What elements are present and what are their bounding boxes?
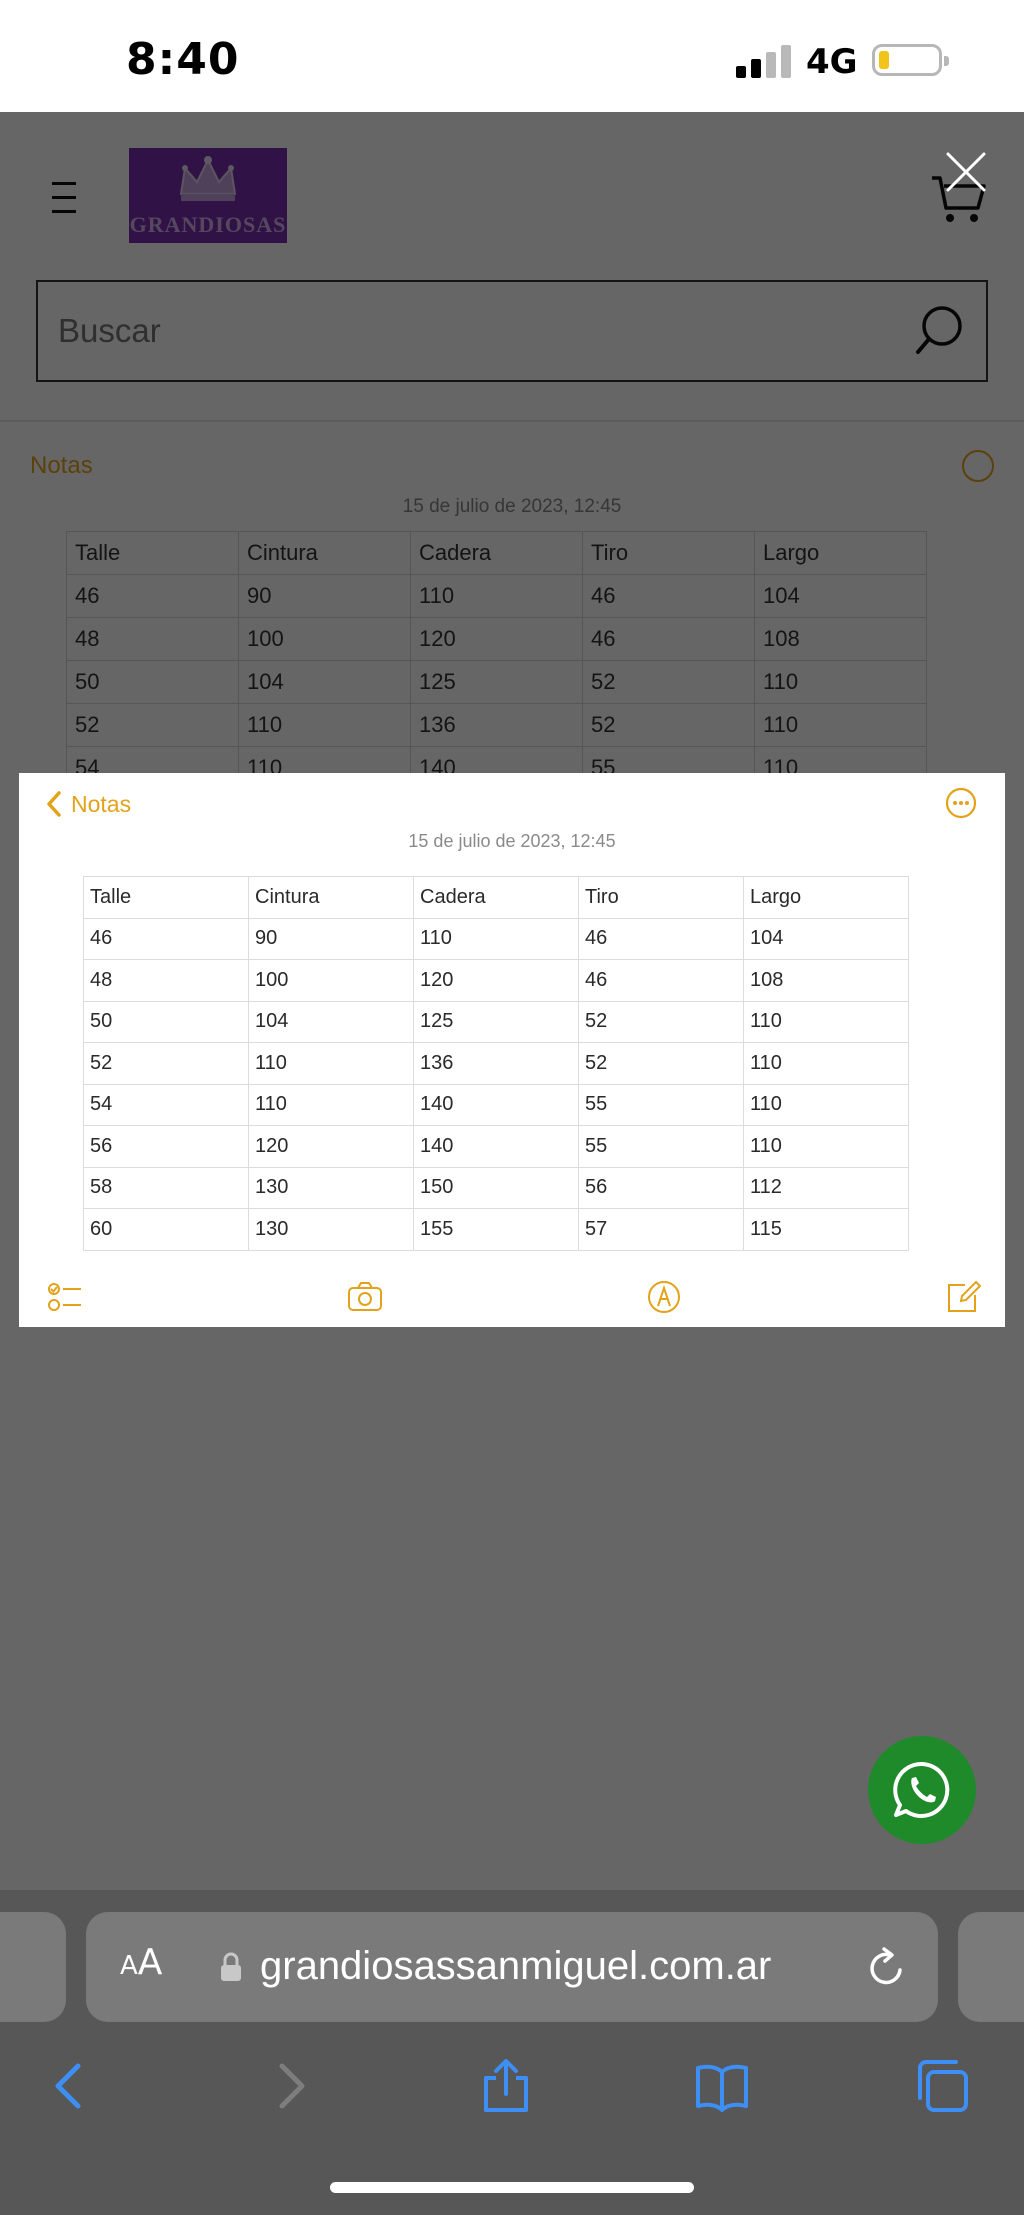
size-table xyxy=(83,876,909,1251)
signal-strength-icon xyxy=(736,44,792,78)
table-cell: 55 xyxy=(579,1126,744,1168)
table-cell: 90 xyxy=(249,918,414,960)
table-cell: 56 xyxy=(579,1167,744,1209)
markup-icon xyxy=(646,1279,682,1315)
table-row xyxy=(84,1084,909,1126)
table-cell: 120 xyxy=(249,1126,414,1168)
table-cell: 55 xyxy=(579,1084,744,1126)
table-cell: 110 xyxy=(744,1126,909,1168)
table-cell: 140 xyxy=(414,1084,579,1126)
notes-back-label: Notas xyxy=(71,790,132,817)
table-cell: 115 xyxy=(744,1209,909,1251)
table-row xyxy=(84,1001,909,1043)
network-type: 4G xyxy=(806,42,858,82)
table-row xyxy=(84,1167,909,1209)
aa-small-label: A xyxy=(120,1951,138,1981)
camera-icon xyxy=(347,1279,383,1315)
table-cell: 48 xyxy=(84,960,249,1002)
table-cell: 100 xyxy=(249,960,414,1002)
table-header-cell: Talle xyxy=(84,877,249,919)
chevron-left-icon xyxy=(45,790,63,818)
table-cell: 104 xyxy=(249,1001,414,1043)
notes-date: 15 de julio de 2023, 12:45 xyxy=(408,831,616,851)
table-row xyxy=(84,1126,909,1168)
table-cell: 155 xyxy=(414,1209,579,1251)
share-icon[interactable] xyxy=(478,2058,534,2114)
checklist-icon xyxy=(47,1279,83,1315)
notes-back-button xyxy=(45,787,131,821)
table-cell: 112 xyxy=(744,1167,909,1209)
reader-aa-button[interactable] xyxy=(120,1942,162,1983)
table-header-cell: Cadera xyxy=(414,877,579,919)
table-cell: 46 xyxy=(579,918,744,960)
table-header-cell: Largo xyxy=(744,877,909,919)
lightbox-image xyxy=(19,773,1005,1327)
table-row xyxy=(84,918,909,960)
bookmarks-icon[interactable] xyxy=(694,2058,750,2114)
aa-big-label: A xyxy=(137,1942,163,1983)
table-cell: 140 xyxy=(414,1126,579,1168)
status-bar xyxy=(0,0,1024,112)
table-cell: 57 xyxy=(579,1209,744,1251)
table-row xyxy=(84,1043,909,1085)
table-cell: 54 xyxy=(84,1084,249,1126)
table-cell: 52 xyxy=(84,1043,249,1085)
home-indicator[interactable] xyxy=(330,2182,694,2193)
lock-icon xyxy=(220,1952,242,1982)
more-options-icon xyxy=(945,787,977,819)
table-cell: 130 xyxy=(249,1209,414,1251)
forward-icon[interactable] xyxy=(262,2058,318,2114)
table-header-cell: Cintura xyxy=(249,877,414,919)
table-cell: 58 xyxy=(84,1167,249,1209)
close-icon[interactable] xyxy=(942,148,990,196)
previous-tab-peek[interactable] xyxy=(0,1912,66,2022)
compose-icon xyxy=(945,1279,981,1315)
table-cell: 130 xyxy=(249,1167,414,1209)
table-header-row xyxy=(84,877,909,919)
battery-icon xyxy=(872,44,942,76)
table-cell: 50 xyxy=(84,1001,249,1043)
next-tab-peek[interactable] xyxy=(958,1912,1024,2022)
table-cell: 110 xyxy=(249,1043,414,1085)
table-cell: 46 xyxy=(579,960,744,1002)
table-cell: 52 xyxy=(579,1001,744,1043)
tabs-icon[interactable] xyxy=(914,2058,970,2114)
table-cell: 120 xyxy=(414,960,579,1002)
table-cell: 56 xyxy=(84,1126,249,1168)
table-cell: 110 xyxy=(414,918,579,960)
table-row xyxy=(84,1209,909,1251)
table-cell: 46 xyxy=(84,918,249,960)
table-row xyxy=(84,960,909,1002)
url-text[interactable]: grandiosassanmiguel.com.ar xyxy=(260,1944,772,1988)
browser-toolbar xyxy=(0,1890,1024,2215)
table-cell: 150 xyxy=(414,1167,579,1209)
back-icon[interactable] xyxy=(42,2058,98,2114)
table-cell: 110 xyxy=(744,1043,909,1085)
table-cell: 104 xyxy=(744,918,909,960)
table-cell: 110 xyxy=(249,1084,414,1126)
whatsapp-button[interactable] xyxy=(868,1736,976,1844)
table-cell: 52 xyxy=(579,1043,744,1085)
table-cell: 108 xyxy=(744,960,909,1002)
table-cell: 60 xyxy=(84,1209,249,1251)
address-bar[interactable] xyxy=(86,1912,938,2022)
status-time: 8:40 xyxy=(126,34,240,85)
table-cell: 110 xyxy=(744,1084,909,1126)
reload-icon[interactable] xyxy=(864,1946,908,1990)
whatsapp-icon xyxy=(892,1760,952,1820)
table-cell: 110 xyxy=(744,1001,909,1043)
table-cell: 125 xyxy=(414,1001,579,1043)
table-header-cell: Tiro xyxy=(579,877,744,919)
table-cell: 136 xyxy=(414,1043,579,1085)
